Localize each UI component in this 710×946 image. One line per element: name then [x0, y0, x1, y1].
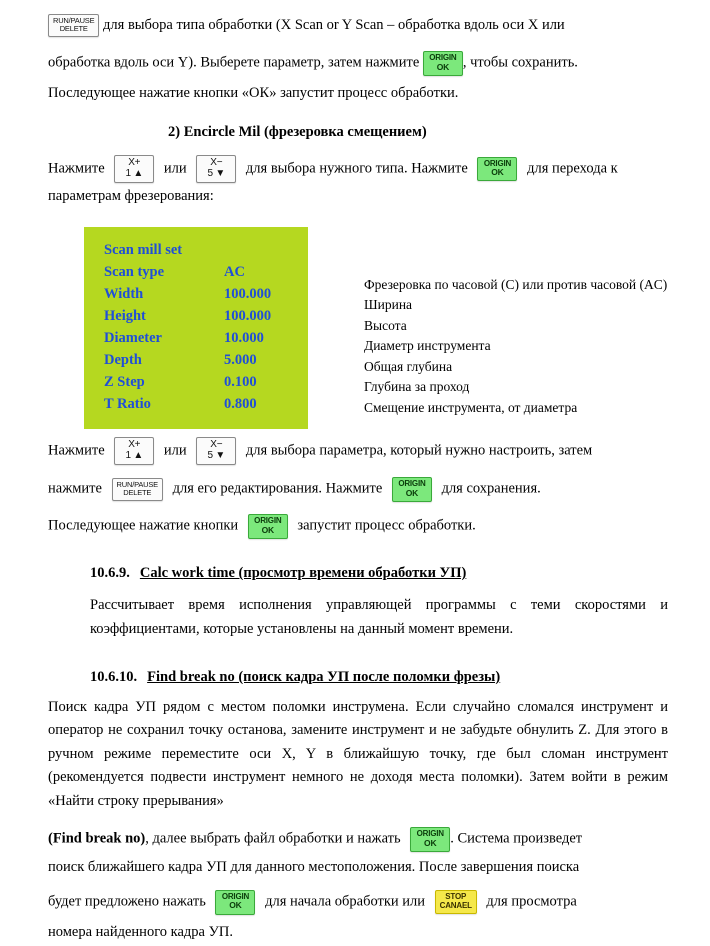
paragraph-text-4c: . Система произведет	[450, 831, 583, 848]
paragraph-text-4a: (Find break no)	[48, 831, 146, 848]
section-heading-text: 2) Encircle Mil (фрезеровка смещением)	[168, 123, 427, 140]
paragraph-text-4h: номера найденного кадра УП.	[48, 923, 233, 940]
x-plus-1-key-icon[interactable]: X+ 1 ▲	[114, 155, 154, 184]
paragraph-select-type	[48, 155, 668, 184]
screen-title-row	[104, 239, 294, 261]
paragraph-milling-params	[48, 185, 668, 208]
legend-item: Смещение инструмента, от диаметра	[364, 399, 578, 415]
paragraph-text-2a: Нажмите	[48, 160, 105, 177]
screen-title: Scan mill set	[104, 241, 183, 258]
paragraph-start-process	[48, 514, 668, 539]
x-minus-5-key-icon-2[interactable]: X− 5 ▼	[196, 437, 236, 466]
screen-row-value: 10.000	[224, 329, 264, 346]
origin-ok-key-icon-3[interactable]: ORIGIN OK	[392, 477, 432, 502]
screen-row-value: 100.000	[224, 285, 272, 302]
legend-item: Фрезеровка по часовой (C) или против часовой (AC)	[364, 276, 668, 292]
paragraph-text-3g: запустит процесс обработки.	[297, 517, 476, 534]
paragraph-text-2or: или	[163, 160, 187, 177]
screen-legend	[364, 275, 710, 419]
section-heading-encircle-mil	[168, 124, 668, 141]
section-number: 10.6.10.	[90, 669, 138, 685]
paragraph-select-param	[48, 437, 668, 466]
paragraph-scan-type	[48, 14, 668, 37]
paragraph-text-2d: параметрам фрезерования:	[48, 188, 214, 205]
paragraph-text-1c: , чтобы сохранить.	[462, 55, 578, 72]
paragraph-text-1a: для выбора типа обработки (X Scan or Y Scan – обработка вдоль оси X или	[103, 17, 565, 33]
stop-canael-key-icon[interactable]: STOP CANAEL	[435, 890, 477, 914]
paragraph-calc-work-time	[90, 594, 668, 641]
run-pause-delete-key-icon-2[interactable]: RUN/PAUSE DELETE	[112, 478, 163, 501]
paragraph-edit-param	[48, 477, 668, 502]
legend-item: Общая глубина	[364, 358, 453, 374]
paragraph-text-1b: обработка вдоль оси Y). Выберете параметр, затем нажмите	[48, 55, 420, 72]
screen-row-z-step[interactable]	[104, 371, 294, 393]
screen-row-diameter[interactable]	[104, 327, 294, 349]
screen-row-label: Scan type	[104, 263, 165, 280]
paragraph-text-4f: для начала обработки или	[265, 893, 426, 910]
screen-row-width[interactable]	[104, 283, 294, 305]
origin-ok-key-icon-5[interactable]: ORIGIN OK	[410, 827, 450, 852]
x-minus-5-key-icon[interactable]: X− 5 ▼	[196, 155, 236, 184]
screen-row-label: Height	[104, 307, 146, 324]
paragraph-text-3f: Последующее нажатие кнопки	[48, 517, 239, 534]
screen-row-label: Depth	[104, 352, 142, 368]
paragraph-search-result	[48, 856, 668, 879]
x-plus-1-key-icon-2[interactable]: X+ 1 ▲	[114, 437, 154, 466]
scan-mill-set-panel	[48, 227, 668, 415]
paragraph-find-break-no-press	[48, 827, 668, 852]
screen-row-depth[interactable]	[104, 349, 294, 371]
paragraph-start-or-view	[48, 890, 668, 915]
origin-ok-key-icon-4[interactable]: ORIGIN OK	[248, 514, 288, 539]
paragraph-text-3c: нажмите	[48, 481, 102, 498]
origin-ok-key-icon[interactable]: ORIGIN OK	[423, 51, 463, 76]
origin-ok-key-icon-6[interactable]: ORIGIN OK	[215, 890, 255, 915]
paragraph-text: Рассчитывает время исполнения управляющей программы с теми скоростями и коэффициентами, которые установлены на данный момент времени.	[90, 597, 668, 637]
paragraph-text-3a: Нажмите	[48, 442, 105, 459]
section-heading-10-6-9	[90, 565, 668, 582]
scan-mill-set-screen	[84, 227, 308, 429]
screen-row-label: Z Step	[104, 374, 145, 391]
paragraph-text-4e: будет предложено нажать	[48, 893, 206, 910]
origin-ok-key-icon-2[interactable]: ORIGIN OK	[477, 157, 517, 182]
paragraph-text-4b: , далее выбрать файл обработки и нажать	[145, 831, 401, 848]
legend-item: Диаметр инструмента	[364, 338, 491, 354]
legend-item: Высота	[364, 317, 407, 333]
screen-row-label: Width	[104, 285, 144, 302]
paragraph-text-4d: поиск ближайшего кадра УП для данного местоположения. После завершения поиска	[48, 859, 580, 876]
screen-row-value: 0.100	[224, 374, 257, 391]
section-heading-10-6-10	[90, 669, 668, 686]
paragraph-text-4g: для просмотра	[486, 893, 577, 910]
section-number: 10.6.9.	[90, 565, 130, 582]
paragraph-text-3b: для выбора параметра, который нужно настроить, затем	[245, 442, 593, 459]
paragraph-find-break-no-body	[48, 696, 668, 813]
document-content	[48, 14, 668, 946]
paragraph-text-2b: для выбора нужного типа. Нажмите	[245, 160, 468, 177]
section-title: Find break no (поиск кадра УП после поломки фрезы)	[147, 669, 501, 685]
screen-row-scan-type[interactable]	[104, 261, 294, 283]
screen-row-value: 0.800	[224, 396, 257, 413]
paragraph-text-1d: Последующее нажатие кнопки «ОК» запустит процесс обработки.	[48, 85, 459, 102]
screen-row-label: T Ratio	[104, 396, 151, 413]
paragraph-scan-type-cont	[48, 51, 668, 76]
screen-row-t-ratio[interactable]	[104, 393, 294, 415]
screen-row-value: AC	[224, 263, 245, 280]
screen-row-value: 5.000	[224, 352, 257, 368]
paragraph-text: Поиск кадра УП рядом с местом поломки инструмена. Если случайно сломался инструмент и оператор не сохранил точку останова, замените инструмент и не забудьте обнулить Z. Для этого в ручном режиме переместите оси X, Y в ближайшую точку, где был сломан инструмент (рекомендуется подвести инструмент немного не доходя места поломки). Затем войти в режим «Найти строку прерывания»	[48, 699, 668, 809]
screen-row-label: Diameter	[104, 329, 162, 346]
paragraph-text-3or: или	[163, 442, 187, 459]
screen-row-height[interactable]	[104, 305, 294, 327]
paragraph-text-3d: для его редактирования. Нажмите	[172, 481, 383, 498]
paragraph-ok-start	[48, 82, 668, 105]
run-pause-delete-key-icon[interactable]: RUN/PAUSE DELETE	[48, 14, 99, 37]
legend-item: Ширина	[364, 297, 413, 313]
section-title: Calc work time (просмотр времени обработки УП)	[139, 565, 467, 582]
paragraph-text-3e: для сохранения.	[441, 481, 541, 498]
paragraph-found-frame-number	[48, 921, 668, 944]
paragraph-text-2c: для перехода к	[527, 160, 618, 177]
screen-row-value: 100.000	[224, 307, 272, 324]
legend-item: Глубина за проход	[364, 379, 470, 395]
